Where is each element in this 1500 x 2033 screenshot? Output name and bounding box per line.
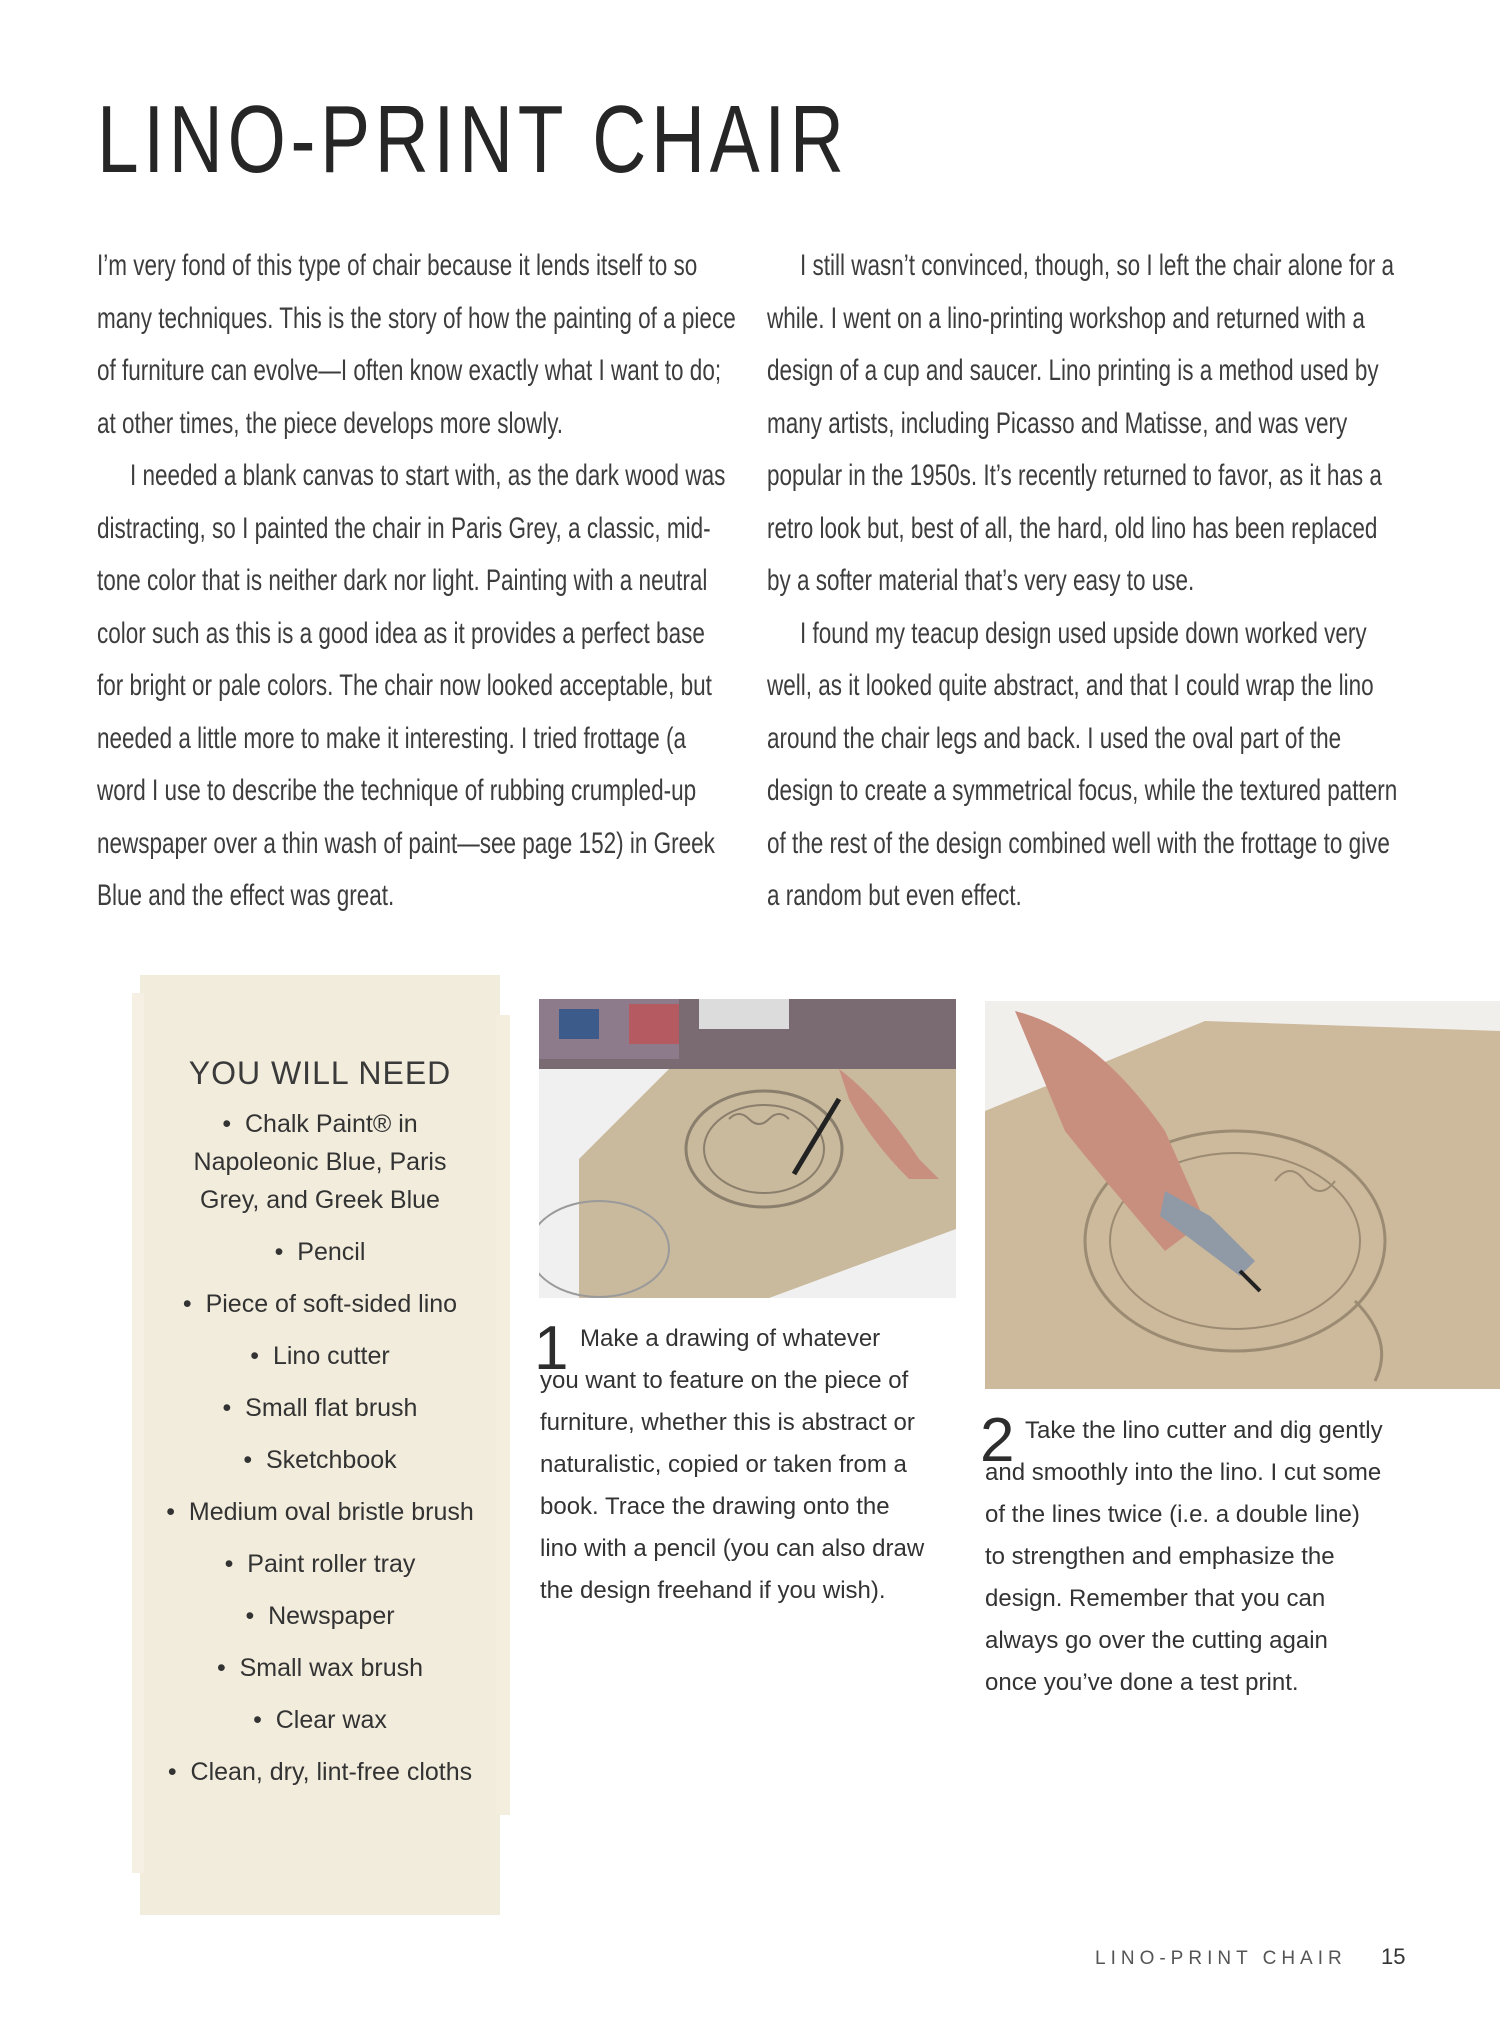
body-paragraph: I’m very fond of this type of chair because it lends itself to so many techniques. This is the story of how the painting of a piece of furniture can evolve—I often know exactly what I want to do; at other times, the piece develops more slowly. bbox=[97, 249, 736, 440]
page-title: LINO-PRINT CHAIR bbox=[97, 86, 849, 193]
body-column-right bbox=[767, 240, 1407, 923]
materials-item: • Paint roller tray bbox=[140, 1545, 500, 1583]
lino-drawing-illustration bbox=[539, 999, 956, 1298]
materials-item: • Small flat brush bbox=[140, 1389, 500, 1427]
materials-item: • Clear wax bbox=[140, 1701, 500, 1739]
materials-item: • Small wax brush bbox=[140, 1649, 500, 1687]
materials-heading bbox=[140, 1055, 500, 1092]
body-paragraph: I found my teacup design used upside down worked very well, as it looked quite abstract, and that I could wrap the lino around the chair legs and back. I used the oval part of the design to create a symmetrical focus, while the textured pattern of the rest of the design combined well with the frottage to give a random but even effect. bbox=[767, 616, 1398, 912]
materials-item: • Newspaper bbox=[140, 1597, 500, 1635]
page-number: 15 bbox=[1381, 1944, 1406, 1969]
body-column-left bbox=[97, 240, 737, 923]
step-1-photo bbox=[539, 999, 956, 1298]
step-1-text: Make a drawing of whatever you want to feature on the piece of furniture, whether this is abstract or naturalistic, copied or taken from a book. Trace the drawing onto the lino with a pencil (you can also draw the design freehand if you wish). bbox=[540, 1325, 925, 1604]
materials-item: • Piece of soft-sided lino bbox=[140, 1285, 500, 1323]
materials-item: • Lino cutter bbox=[140, 1337, 500, 1375]
step-2-photo bbox=[985, 1001, 1500, 1389]
step-1-number: 1 bbox=[534, 1314, 569, 1383]
lino-cutting-illustration bbox=[985, 1001, 1500, 1389]
materials-item: • Sketchbook bbox=[140, 1441, 500, 1479]
step-2-text: Take the lino cutter and dig gently and smoothly into the lino. I cut some of the lines twice (i.e. a double line) to strengthen and emphasize the design. Remember that you can always go over the cutting again once you’ve done a test print. bbox=[985, 1417, 1383, 1696]
materials-heading-text: YOU WILL NEED bbox=[188, 1055, 452, 1091]
materials-item: • Medium oval bristle brush bbox=[140, 1493, 500, 1531]
running-head: LINO-PRINT CHAIR bbox=[1095, 1948, 1347, 1969]
body-paragraph: I still wasn’t convinced, though, so I left the chair alone for a while. I went on a lino-printing workshop and returned with a design of a cup and saucer. Lino printing is a method used by many artists, including Picasso and Matisse, and was very popular in the 1950s. It’s recently returned to favor, as it has a retro look but, best of all, the hard, old lino has been replaced by a softer material that’s very easy to use. bbox=[767, 249, 1395, 597]
materials-item: • Pencil bbox=[140, 1233, 500, 1271]
materials-item: • Clean, dry, lint-free cloths bbox=[140, 1753, 500, 1791]
step-2-number: 2 bbox=[980, 1406, 1015, 1475]
body-paragraph: I needed a blank canvas to start with, as the dark wood was distracting, so I painted the chair in Paris Grey, a classic, mid-tone color that is neither dark nor light. Painting with a neutral color such as this is a good idea as it provides a perfect base for bright or pale colors. The chair now looked acceptable, but needed a little more to make it interesting. I tried frottage (a word I use to describe the technique of rubbing crumpled-up newspaper over a thin wash of paint—see page 152) in Greek Blue and the effect was great. bbox=[97, 459, 726, 912]
materials-item: • Chalk Paint® in Napoleonic Blue, Paris Grey, and Greek Blue bbox=[140, 1105, 500, 1219]
materials-list bbox=[140, 1105, 500, 1805]
